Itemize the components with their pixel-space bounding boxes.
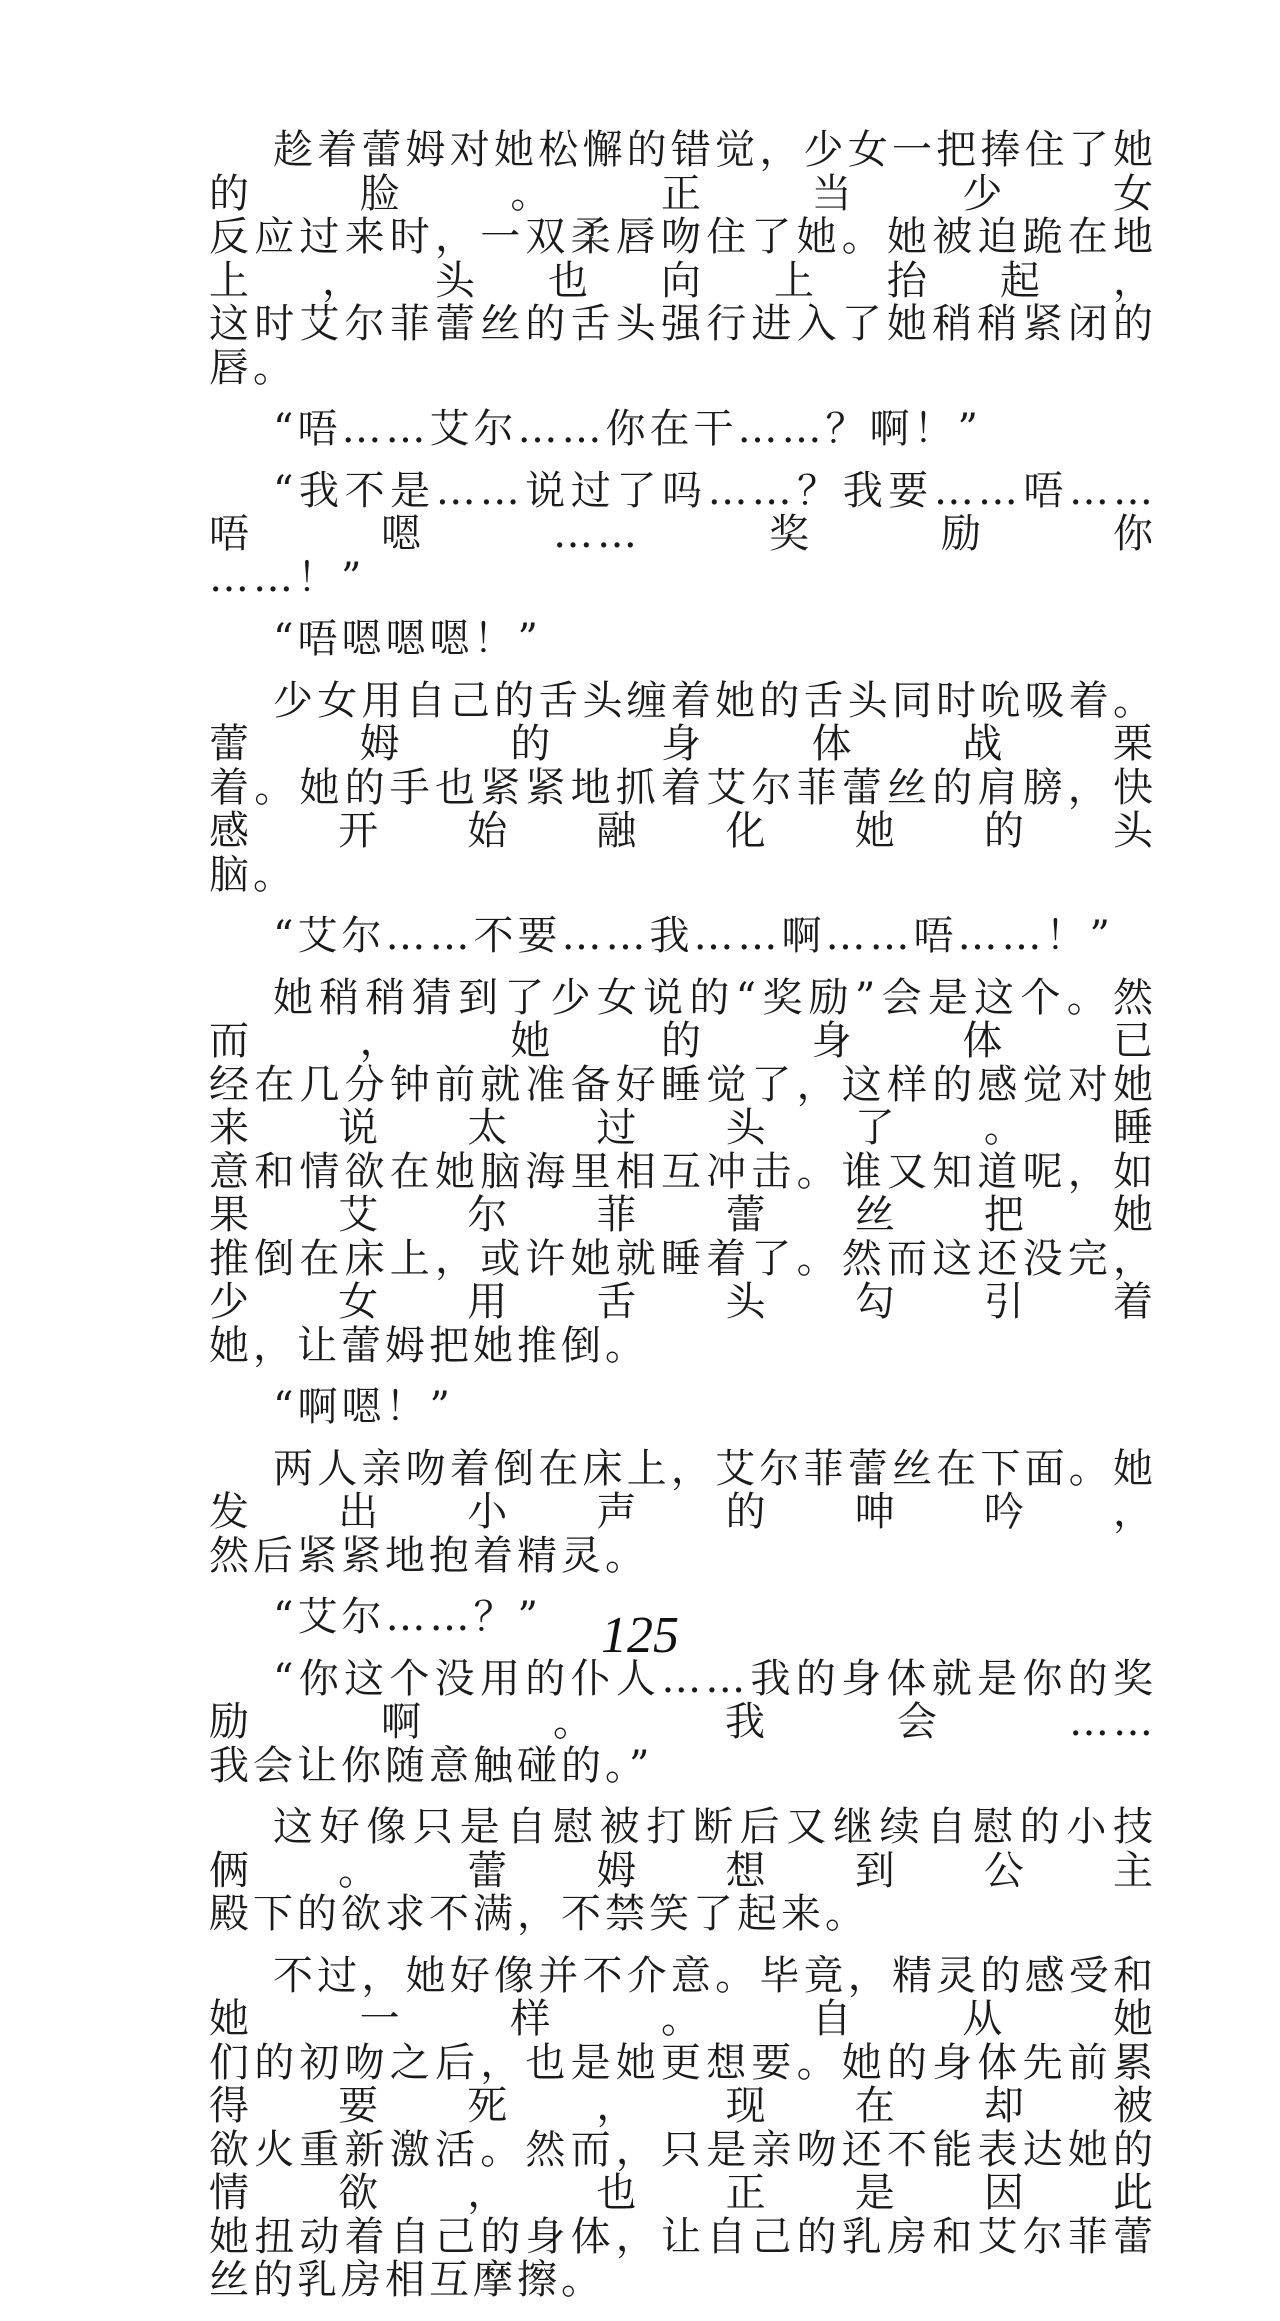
text-line: ……！” <box>209 554 366 601</box>
text-line: 两人亲吻着倒在床上，艾尔菲蕾丝在下面。她发出小声的呻吟， <box>209 1445 1157 1535</box>
text-line: 她扭动着自己的身体，让自己的乳房和艾尔菲蕾丝的乳房相互摩擦。 <box>209 2213 1157 2303</box>
text-line: 着。她的手也紧紧地抓着艾尔菲蕾丝的肩膀，快感开始融化她的头 <box>209 764 1157 854</box>
text-line: “唔嗯嗯嗯！” <box>273 616 542 662</box>
text-line: 这好像只是自慰被打断后又继续自慰的小技俩。蕾姆想到公主 <box>209 1804 1157 1894</box>
text-line: 们的初吻之后，也是她更想要。她的身体先前累得要死，现在却被 <box>209 2039 1157 2129</box>
paragraph <box>209 1952 1157 2303</box>
text-line: “你这个没用的仆人……我的身体就是你的奖励啊。我会…… <box>209 1655 1157 1745</box>
text-line: 趁着蕾姆对她松懈的错觉，少女一把捧住了她的脸。正当少女 <box>209 127 1157 217</box>
page-body <box>209 129 1157 2321</box>
page-number: 125 <box>601 1607 679 1664</box>
text-line: 推倒在床上，或许她就睡着了。然而这还没完，少女用舌头勾引着 <box>209 1235 1157 1325</box>
text-line: “我不是……说过了吗……？我要……唔……唔嗯……奖励你 <box>209 467 1157 557</box>
paragraph <box>209 618 1157 662</box>
text-line: “啊嗯！” <box>273 1384 454 1430</box>
paragraph <box>209 408 1157 452</box>
paragraph <box>209 915 1157 959</box>
text-line: 殿下的欲求不满，不禁笑了起来。 <box>209 1891 869 1937</box>
paragraph <box>209 1445 1157 1579</box>
paragraph <box>209 1655 1157 1789</box>
paragraph <box>209 677 1157 898</box>
text-line: 这时艾尔菲蕾丝的舌头强行进入了她稍稍紧闭的唇。 <box>209 301 1157 391</box>
text-line: “艾尔……？” <box>273 1594 542 1640</box>
text-line: 脑。 <box>209 851 297 898</box>
text-line: 反应过来时，一双柔唇吻住了她。她被迫跪在地上，头也向上抬起， <box>209 214 1157 304</box>
text-line: 经在几分钟前就准备好睡觉了，这样的感觉对她来说太过头了。睡 <box>209 1061 1157 1151</box>
text-line: “唔……艾尔……你在干……？啊！” <box>273 406 982 452</box>
text-line: 我会让你随意触碰的。” <box>209 1742 654 1789</box>
paragraph <box>209 467 1157 601</box>
text-line: 意和情欲在她脑海里相互冲击。谁又知道呢，如果艾尔菲蕾丝把她 <box>209 1148 1157 1238</box>
text-line: 不过，她好像并不介意。毕竟，精灵的感受和她一样。自从她 <box>209 1952 1157 2042</box>
paragraph <box>209 1386 1157 1430</box>
text-line: 少女用自己的舌头缠着她的舌头同时吮吸着。蕾姆的身体战栗 <box>209 677 1157 767</box>
text-line: 欲火重新激活。然而，只是亲吻还不能表达她的情欲，也正是因此 <box>209 2126 1157 2216</box>
text-line: “艾尔……不要……我……啊……唔……！” <box>273 913 1114 959</box>
paragraph <box>209 974 1157 1369</box>
paragraph <box>209 129 1157 390</box>
text-line: 她，让蕾姆把她推倒。 <box>209 1322 649 1369</box>
text-line: 她稍稍猜到了少女说的“奖励”会是这个。然而，她的身体已 <box>209 974 1157 1064</box>
paragraph <box>209 1806 1157 1937</box>
text-line: 然后紧紧地抱着精灵。 <box>209 1532 649 1579</box>
